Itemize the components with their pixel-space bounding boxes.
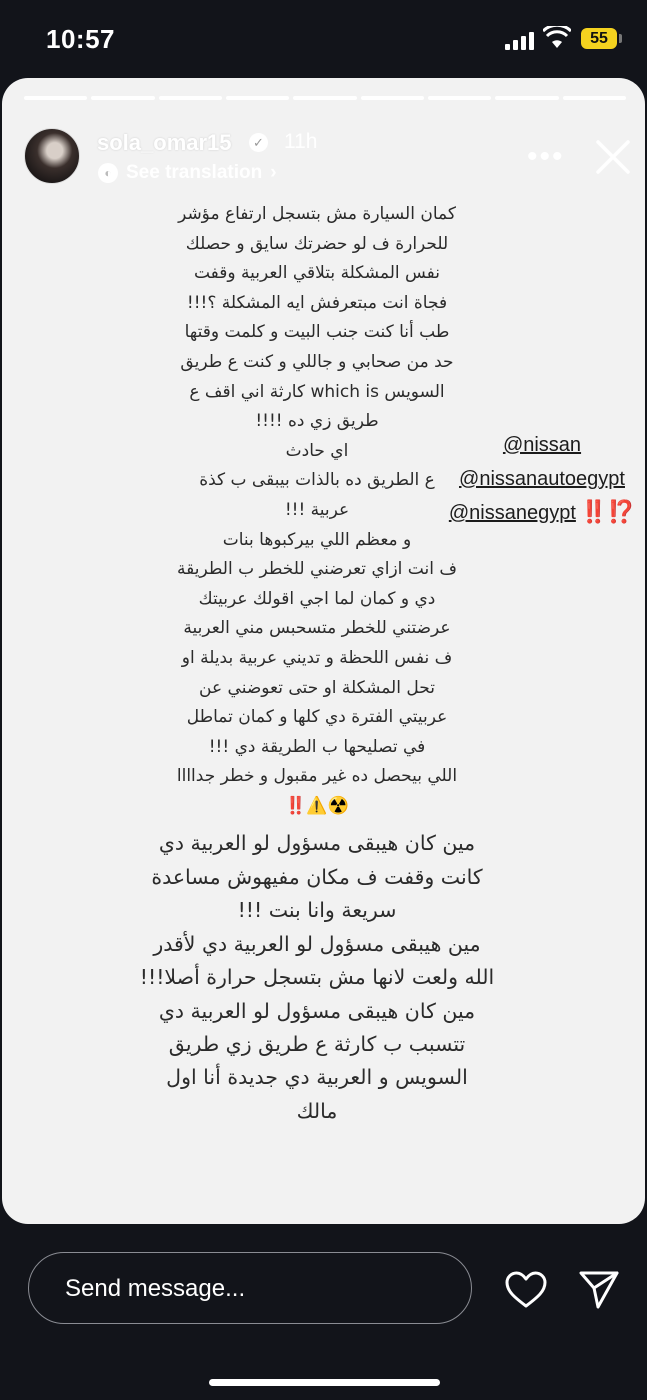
text-line: السويس which is كارثة اني اقف ع (189, 381, 445, 402)
text-line: كمان السيارة مش بتسجل ارتفاع مؤشر (178, 204, 456, 224)
text-line: ف نفس اللحظة و تديني عربية بديلة او (181, 647, 453, 668)
text-line: تتسبب ب كارثة ع طريق زي طريق (168, 1031, 466, 1056)
text-line: اللي بيحصل ده غير مقبول و خطر جداااا (176, 766, 458, 787)
mention-nissanegypt[interactable]: @nissanegypt (448, 502, 576, 524)
verified-badge-icon: ✓ (249, 133, 268, 152)
avatar[interactable] (24, 128, 80, 184)
battery-nub (619, 34, 622, 43)
translate-icon: ◐ (98, 163, 118, 183)
mention-nissanautoegypt[interactable]: @nissanautoegypt (459, 468, 625, 490)
text-line: اي حادث (285, 440, 349, 461)
text-line: نفس المشكلة بتلاقي العربية وقفت (193, 263, 441, 284)
text-line: كانت وقفت ف مكان مفيهوش مساعدة (151, 864, 483, 889)
text-line: و معظم اللي بيركبوها بنات (222, 529, 412, 550)
see-translation-label: See translation (126, 162, 263, 183)
emoji-line: ☢️⚠️‼️ (285, 795, 349, 816)
story-text-block-2 (132, 827, 502, 1128)
more-icon[interactable]: ••• (527, 140, 565, 173)
text-line: السويس و العربية دي جديدة أنا اول (166, 1065, 468, 1090)
text-line: طريق زي ده !!!! (255, 411, 379, 432)
text-line: في تصليحها ب الطريقة دي !!! (208, 736, 426, 757)
story-progress-bar (24, 96, 626, 100)
text-line: حد من صحابي و جاللي و كنت ع طريق (180, 351, 454, 372)
signal-icon (505, 30, 535, 50)
text-line: مين هيبقى مسؤول لو العربية دي لأقدر (153, 931, 481, 956)
send-icon[interactable] (578, 1268, 620, 1310)
see-translation-link[interactable] (98, 162, 277, 184)
text-line: عرضتني للخطر متسحبس مني العربية (183, 618, 451, 639)
status-bar (0, 0, 647, 78)
text-line: عربيتي الفترة دي كلها و كمان تماطل (186, 707, 448, 728)
username[interactable]: sola_omar15 (97, 130, 232, 155)
text-line: مين كان هيبقى مسؤول لو العربية دي (158, 831, 476, 856)
wifi-icon (543, 26, 571, 50)
text-line: تحل المشكلة او حتى تعوضني عن (199, 677, 435, 698)
text-line: للحرارة ف لو حضرتك سايق و حصلك (185, 233, 449, 254)
text-line: الله ولعت لانها مش بتسجل حرارة أصلا!!! (139, 965, 495, 990)
mentions (442, 428, 642, 530)
text-line: ف انت ازاي تعرضني للخطر ب الطريقة (177, 559, 457, 580)
story-card[interactable] (2, 78, 645, 1224)
time-ago: 11h (284, 130, 318, 153)
text-line: طب أنا كنت جنب البيت و كلمت وقتها (184, 322, 450, 343)
text-line: مالك (296, 1098, 338, 1123)
text-line: سريعة وانا بنت !!! (237, 898, 397, 923)
mention-nissan[interactable]: @nissan (502, 434, 582, 456)
story-text (132, 200, 502, 1128)
heart-icon[interactable] (504, 1270, 548, 1310)
text-line: ع الطريق ده بالذات بيبقى ب كذة (199, 470, 435, 491)
text-line: دي و كمان لما اجي اقولك عربيتك (198, 588, 436, 609)
status-time: 10:57 (46, 24, 115, 54)
exclamation-marks: ‼️⁉️ (580, 499, 636, 524)
home-indicator (209, 1379, 440, 1386)
text-line: مين كان هيبقى مسؤول لو العربية دي (158, 998, 476, 1023)
battery-icon: 55 (581, 28, 617, 49)
send-message-input[interactable] (28, 1252, 472, 1324)
send-message-placeholder: Send message... (65, 1275, 246, 1302)
text-line: عربية !!! (284, 499, 350, 520)
close-icon[interactable] (594, 138, 632, 176)
chevron-right-icon: › (270, 162, 277, 183)
text-line: فجاة انت مبتعرفش ايه المشكلة ؟!!! (186, 292, 448, 313)
